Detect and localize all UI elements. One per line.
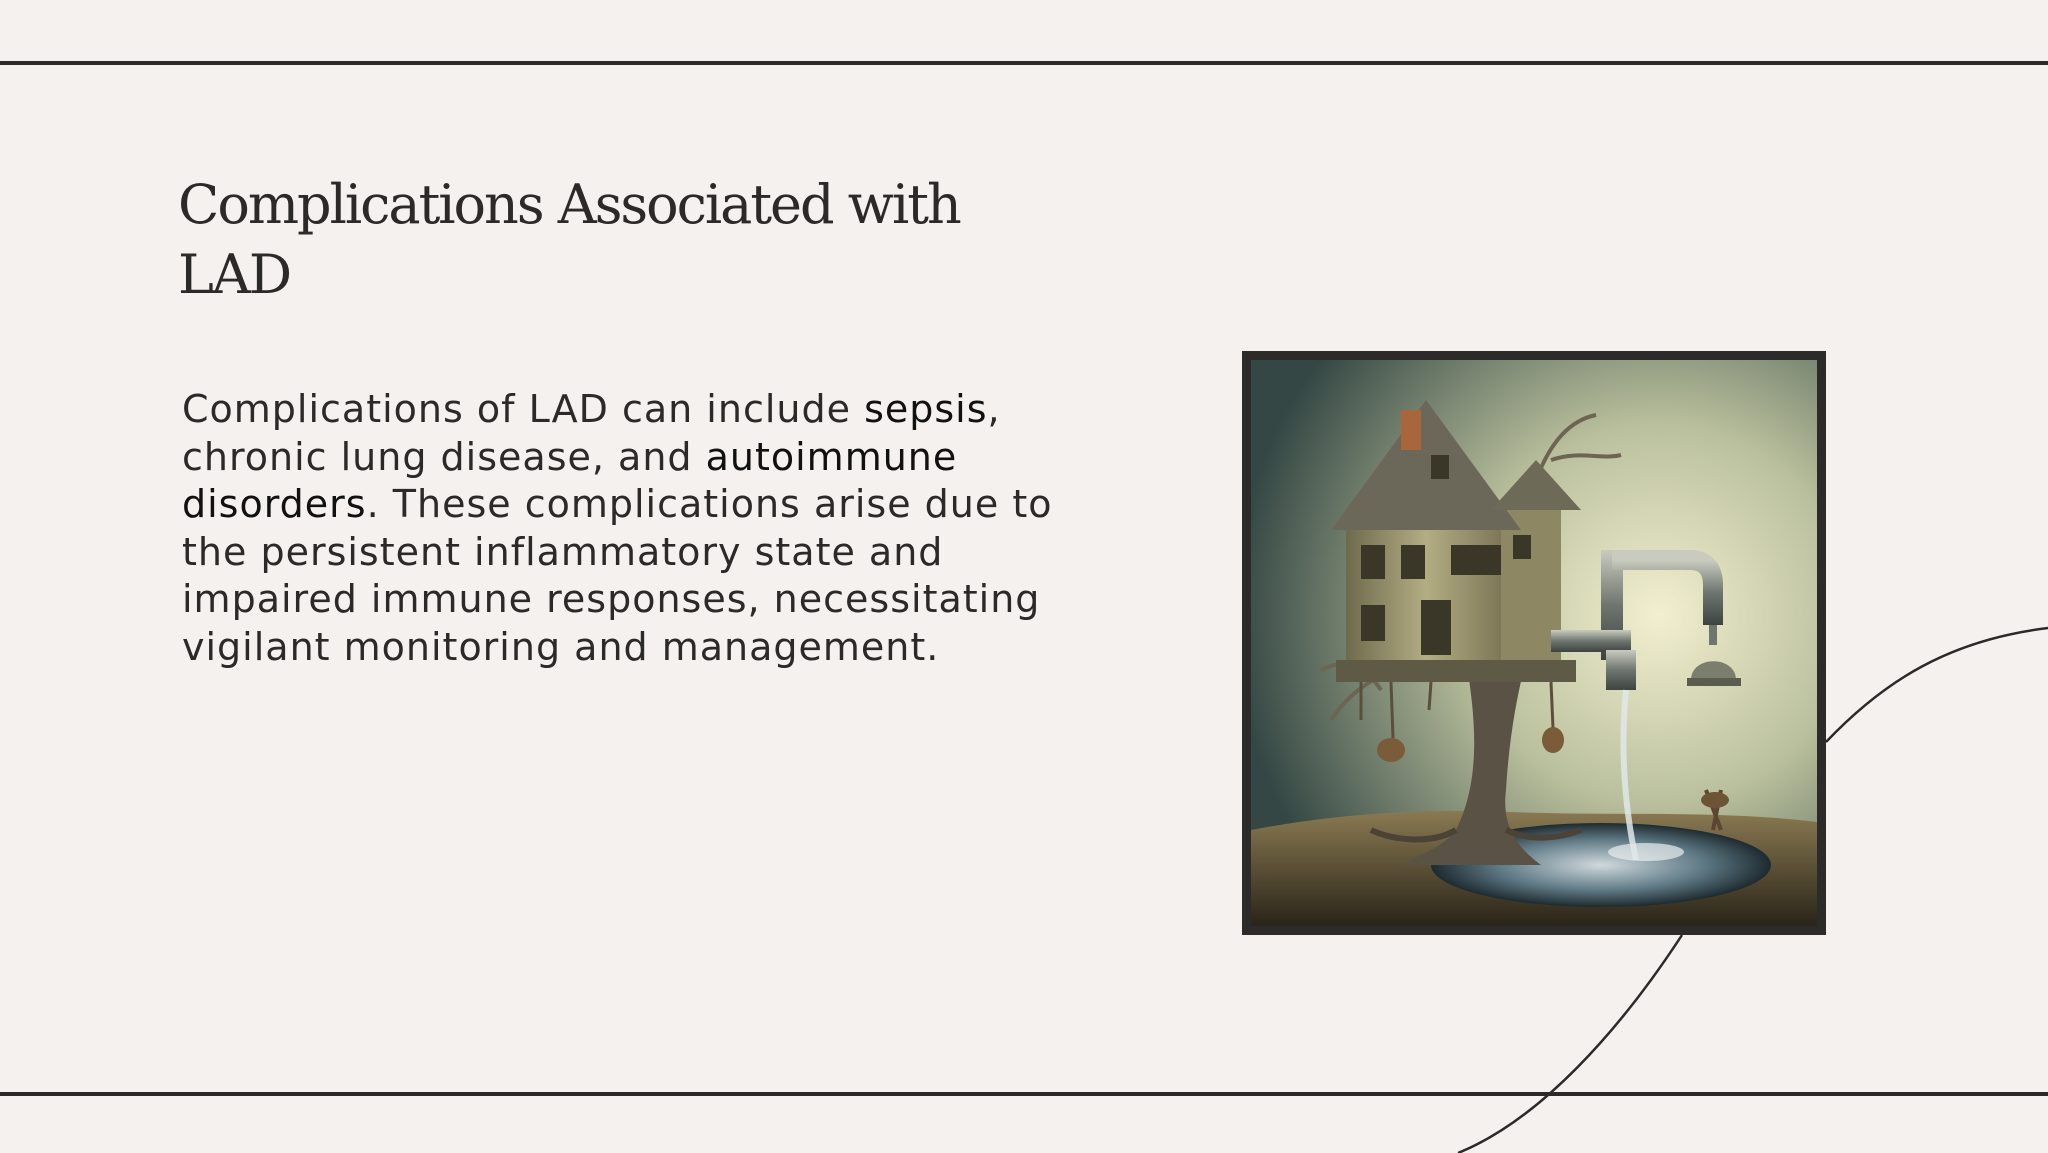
surreal-house-faucet-image <box>1251 360 1817 926</box>
body-intro: Complications of LAD can include <box>182 387 865 431</box>
body-middle: , chronic lung disease, and <box>182 387 1001 479</box>
decorative-curve-bottom <box>1458 935 1682 1153</box>
body-rest: . These complications arise due to the persistent inflammatory state and impaired immune responses, necessitating vigilant monitoring and management. <box>182 482 1053 669</box>
decorative-curve-right <box>1826 628 2048 742</box>
slide-title: Complications Associated with LAD <box>178 173 960 306</box>
highlight-sepsis: sepsis <box>864 387 988 431</box>
slide-body-text <box>182 386 1062 671</box>
slide-image-frame <box>1242 351 1826 935</box>
highlight-autoimmune: autoimmune disorders <box>182 434 958 526</box>
